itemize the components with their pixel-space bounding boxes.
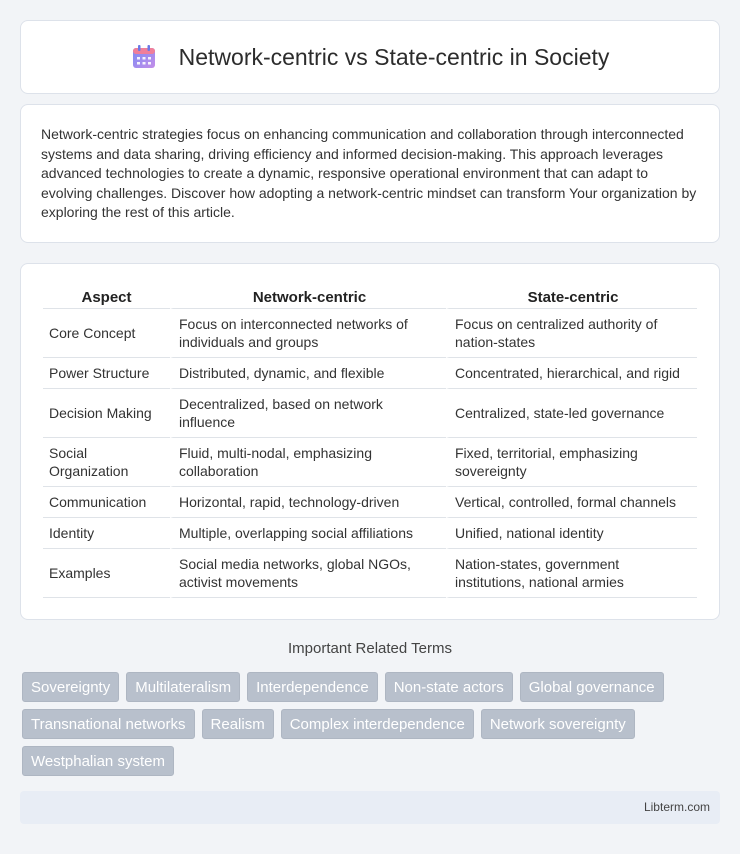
footer-brand[interactable]: Libterm.com xyxy=(643,800,710,814)
table-row xyxy=(43,389,697,438)
related-term-tag[interactable]: Interdependence xyxy=(247,672,378,702)
comparison-table-card xyxy=(20,263,720,620)
related-term-tag[interactable]: Transnational networks xyxy=(22,709,195,739)
calendar-icon xyxy=(131,44,157,70)
column-header-network-centric: Network-centric xyxy=(170,284,446,309)
column-header-aspect: Aspect xyxy=(43,284,170,309)
cell-network-centric: Decentralized, based on network influence xyxy=(170,389,446,438)
cell-state-centric: Concentrated, hierarchical, and rigid xyxy=(446,358,697,389)
related-terms-list xyxy=(22,672,722,776)
table-row xyxy=(43,518,697,549)
cell-aspect: Social Organization xyxy=(43,438,170,487)
related-term-tag[interactable]: Complex interdependence xyxy=(281,709,474,739)
cell-network-centric: Multiple, overlapping social affiliations xyxy=(170,518,446,549)
title-card xyxy=(20,20,720,94)
cell-state-centric: Unified, national identity xyxy=(446,518,697,549)
table-row xyxy=(43,549,697,598)
cell-state-centric: Centralized, state-led governance xyxy=(446,389,697,438)
cell-state-centric: Fixed, territorial, emphasizing sovereignty xyxy=(446,438,697,487)
related-term-tag[interactable]: Global governance xyxy=(520,672,664,702)
cell-state-centric: Nation-states, government institutions, national armies xyxy=(446,549,697,598)
intro-card xyxy=(20,104,720,243)
related-term-tag[interactable]: Realism xyxy=(202,709,274,739)
table-row xyxy=(43,487,697,518)
intro-text: Network-centric strategies focus on enhancing communication and collaboration through interconnected systems and data sharing, driving efficiency and informed decision-making. This approach leverages advanced technologies to create a dynamic, responsive operational environment that can adapt to evolving challenges. Discover how adopting a network-centric mindset can transform Your organization by exploring the rest of this article. xyxy=(41,126,697,220)
cell-network-centric: Distributed, dynamic, and flexible xyxy=(170,358,446,389)
cell-aspect: Decision Making xyxy=(43,389,170,438)
related-term-tag[interactable]: Sovereignty xyxy=(22,672,119,702)
related-term-tag[interactable]: Westphalian system xyxy=(22,746,174,776)
footer xyxy=(20,791,720,824)
cell-state-centric: Focus on centralized authority of nation-states xyxy=(446,309,697,358)
related-term-tag[interactable]: Non-state actors xyxy=(385,672,513,702)
table-row xyxy=(43,358,697,389)
cell-network-centric: Focus on interconnected networks of individuals and groups xyxy=(170,309,446,358)
table-row xyxy=(43,438,697,487)
column-header-state-centric: State-centric xyxy=(446,284,697,309)
table-header-row xyxy=(43,284,697,309)
cell-aspect: Examples xyxy=(43,549,170,598)
table-row xyxy=(43,309,697,358)
cell-network-centric: Social media networks, global NGOs, activist movements xyxy=(170,549,446,598)
related-terms-title: Important Related Terms xyxy=(288,640,452,657)
related-term-tag[interactable]: Network sovereignty xyxy=(481,709,635,739)
cell-aspect: Identity xyxy=(43,518,170,549)
cell-aspect: Core Concept xyxy=(43,309,170,358)
cell-aspect: Communication xyxy=(43,487,170,518)
cell-network-centric: Horizontal, rapid, technology-driven xyxy=(170,487,446,518)
comparison-table xyxy=(43,284,697,598)
cell-aspect: Power Structure xyxy=(43,358,170,389)
page-title: Network-centric vs State-centric in Society xyxy=(178,43,610,70)
related-term-tag[interactable]: Multilateralism xyxy=(126,672,240,702)
cell-state-centric: Vertical, controlled, formal channels xyxy=(446,487,697,518)
cell-network-centric: Fluid, multi-nodal, emphasizing collaboration xyxy=(170,438,446,487)
